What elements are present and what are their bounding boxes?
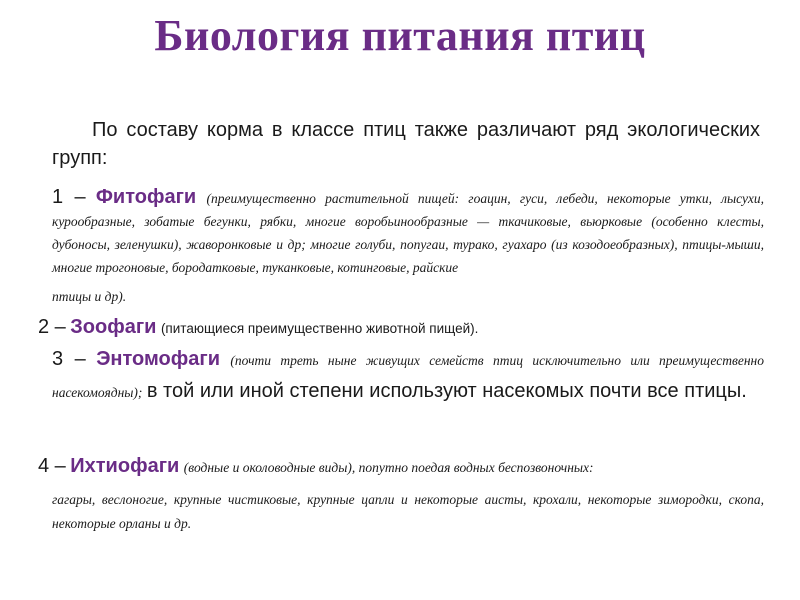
item-description-continuation: гагары, веслоногие, крупные чистиковые, крупные цапли и некоторые аисты, крохали, некоторые зимородки, скопа, некоторые орланы и др. [52,492,764,531]
intro-paragraph: По составу корма в классе птиц также различают ряд экологических групп: [52,119,760,169]
item-description: (почти треть ныне живущих семейств птиц исключительно или преимущественно насекомоядны); [52,353,764,400]
item-number: 1 – [52,186,86,208]
item-term: Энтомофаги [96,348,220,370]
item-description: (питающиеся преимущественно животной пищей). [160,321,479,336]
item-term: Ихтиофаги [70,455,180,477]
list-item-zoophages [38,312,750,344]
item-description: (водные и околоводные виды), попутно поедая водных беспозвоночных: [183,460,594,475]
item-number: 3 – [52,348,86,370]
item-number: 4 – [38,455,66,477]
item-term: Фитофаги [95,186,197,208]
list-item-phytophages [52,186,764,308]
item-description-end: птицы и др). [52,289,127,304]
slide-title: Биология питания птиц [154,11,646,60]
item-term: Зоофаги [70,316,157,338]
list-item-entomophages [52,344,764,408]
item-description-normal: в той или иной степени используют насекомых почти все птицы. [146,380,747,402]
list-item-ichthyophages [38,452,762,482]
item-description: (преимущественно растительной пищей: гоацин, гуси, лебеди, некоторые утки, лысухи, курообразные, зобатые бегунки, рябки, многие воробьинообразные — ткачиковые, вьюрковые (особенно клесты, дубоносы, зеленушки), жаворонковые и др; многие голуби, попугаи, турако, гуахаро (из козодоеобразных), птицы-мыши, многие трогоновые, бородатковые, туканковые, котинговые, райские [52,191,764,275]
item-number: 2 – [38,316,66,338]
